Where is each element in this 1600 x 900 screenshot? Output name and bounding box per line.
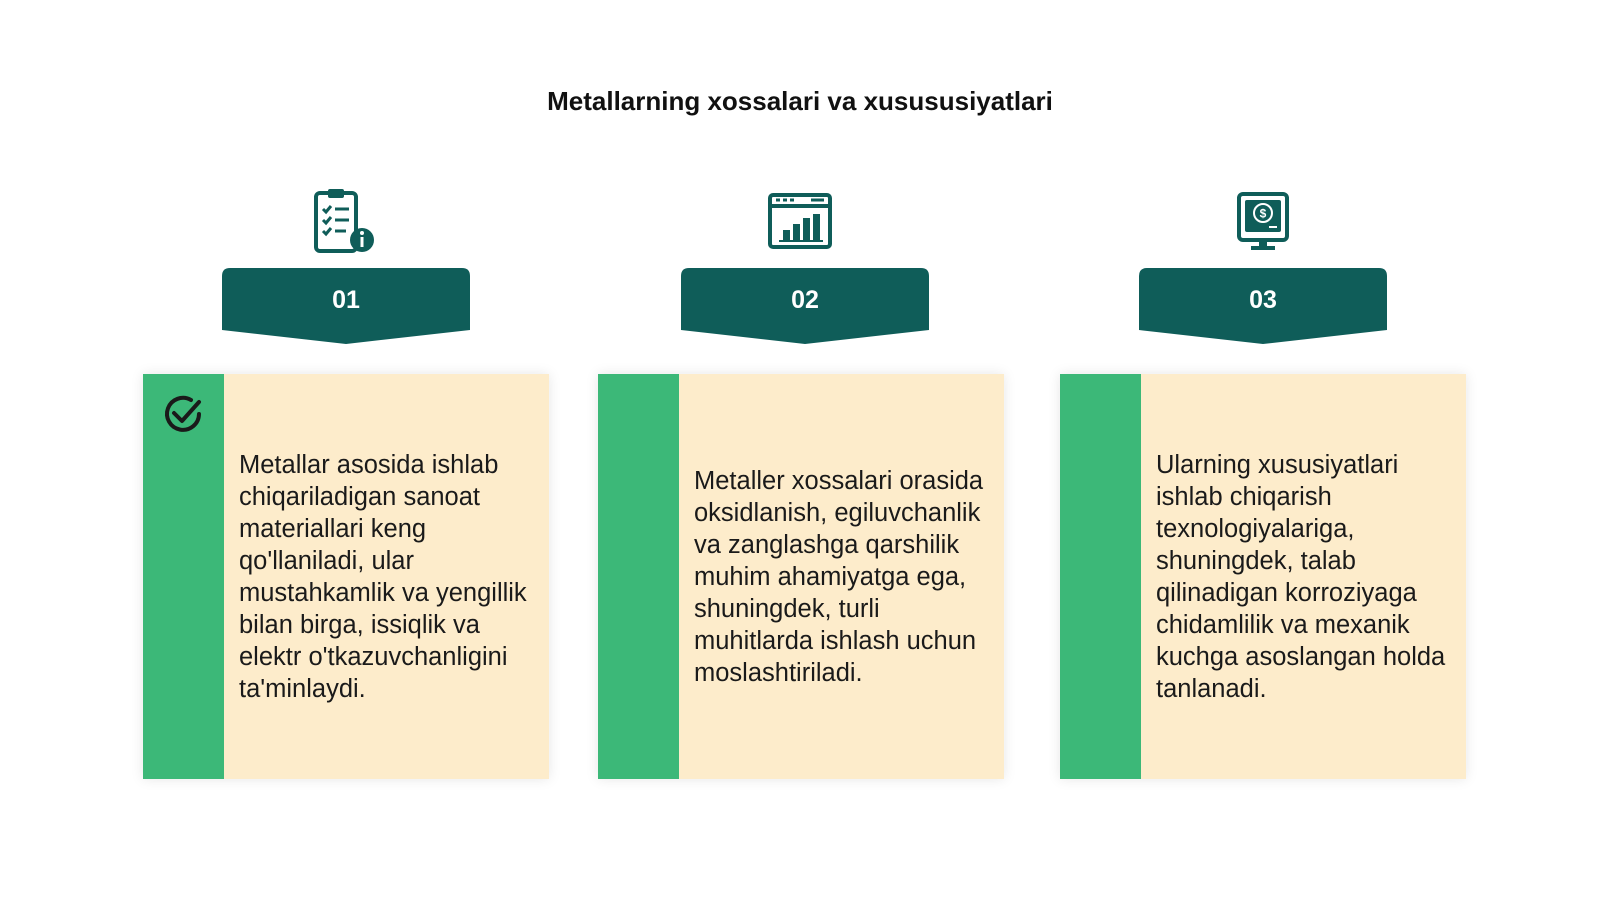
card-text: Metaller xossalari orasida oksidlanish, egiluvchanlik va zanglashga qarshilik muhim ahamiyatga ega, shuningdek, turli muhitlarda ishlash uchun moslashtiriladi. — [694, 466, 984, 687]
card-body — [224, 374, 549, 779]
step-number: 01 — [332, 285, 360, 314]
bar-chart-window-icon — [760, 186, 840, 258]
card-body — [1141, 374, 1466, 779]
info-card-2 — [598, 374, 1004, 779]
step-number: 02 — [791, 285, 819, 314]
step-banner-3 — [1139, 268, 1387, 348]
card-accent-strip — [143, 374, 224, 779]
check-circle-icon — [161, 392, 205, 436]
card-accent-strip — [598, 374, 679, 779]
svg-text:$: $ — [1259, 206, 1267, 221]
info-card-1 — [143, 374, 549, 779]
page-title: Metallarning xossalari va xusususiyatlari — [547, 86, 1053, 116]
info-card-3 — [1060, 374, 1466, 779]
step-banner-2 — [681, 268, 929, 348]
card-accent-strip — [1060, 374, 1141, 779]
clipboard-checklist-info-icon — [303, 186, 383, 258]
card-text: Metallar asosida ishlab chiqariladigan sanoat materiallari keng qo'llaniladi, ular mustahkamlik va yengillik bilan birga, issiqlik va elektr o'tkazuvchanligini ta'minlaydi. — [239, 450, 527, 703]
dollar-monitor-icon — [1223, 186, 1303, 258]
step-banner-1 — [222, 268, 470, 348]
step-number: 03 — [1249, 285, 1277, 314]
card-body — [679, 374, 1004, 779]
card-text: Ularning xususiyatlari ishlab chiqarish texnologiyalariga, shuningdek, talab qilinadigan korroziyaga chidamlilik va mexanik kuchga asoslangan holda tanlanadi. — [1156, 450, 1446, 703]
